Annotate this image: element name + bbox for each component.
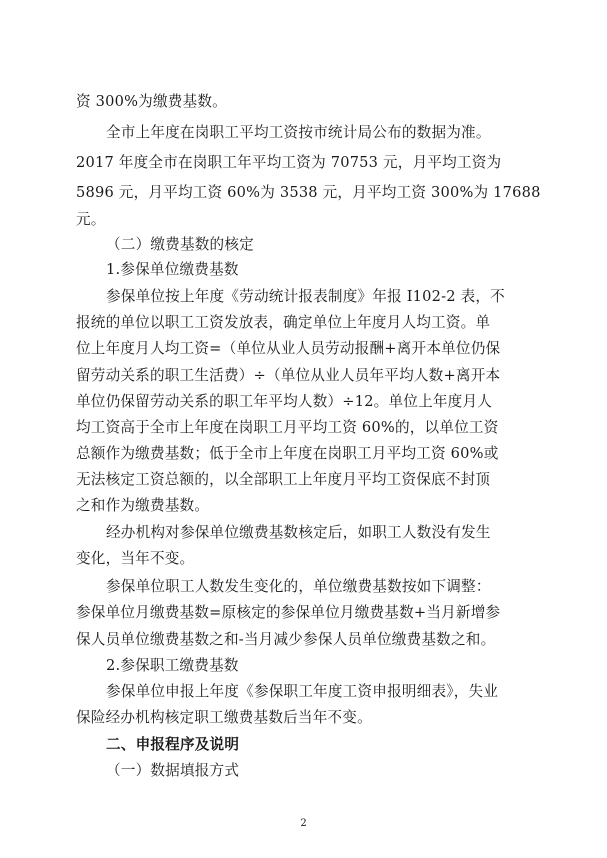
text-line: 均工资高于全市上年度在岗职工月平均工资 60%的，以单位工资 <box>76 419 499 436</box>
text-line: 全市上年度在岗职工平均工资按市统计局公布的数据为准。 <box>106 124 491 141</box>
text-line: 报统的单位以职工工资发放表，确定单位上年度月人均工资。单 <box>76 314 491 331</box>
text-line: 保险经办机构核定职工缴费基数后当年不变。 <box>76 709 372 726</box>
text-line: 2017 年度全市在岗职工年平均工资为 70753 元，月平均工资为 <box>76 154 502 171</box>
text-line: 元。 <box>76 211 106 228</box>
text-line: 参保单位按上年度《劳动统计报表制度》年报 I102-2 表，不 <box>106 288 505 305</box>
text-line: 5896 元，月平均工资 60%为 3538 元，月平均工资 300%为 17688 <box>76 184 541 201</box>
text-line: 之和作为缴费基数。 <box>76 497 210 514</box>
text-line: 变化，当年不变。 <box>76 550 195 567</box>
text-line: 留劳动关系的职工生活费）÷（单位从业人员年平均人数+离开本 <box>76 367 501 384</box>
section-subheading: （二）缴费基数的核定 <box>106 236 254 253</box>
page-number: 2 <box>300 818 307 829</box>
item-heading: 1.参保单位缴费基数 <box>106 261 239 278</box>
section-subheading: （一）数据填报方式 <box>106 762 240 779</box>
text-line: 参保单位申报上年度《参保职工年度工资申报明细表》，失业 <box>106 683 499 700</box>
text-line: 无法核定工资总额的，以全部职工上年度月平均工资保底不封顶 <box>76 471 491 488</box>
item-heading: 2.参保职工缴费基数 <box>106 657 239 674</box>
text-line: 经办机构对参保单位缴费基数核定后，如职工人数没有发生 <box>106 524 491 541</box>
section-heading: 二、申报程序及说明 <box>106 736 240 753</box>
text-line: 资 300%为缴费基数。 <box>76 93 227 110</box>
text-line: 保人员单位缴费基数之和-当月减少参保人员单位缴费基数之和。 <box>76 631 496 648</box>
text-line: 单位仍保留劳动关系的职工年平均人数）÷12。单位上年度月人 <box>76 393 493 410</box>
text-line: 参保单位职工人数发生变化的，单位缴费基数按如下调整： <box>106 578 491 595</box>
text-line: 参保单位月缴费基数=原核定的参保单位月缴费基数+当月新增参 <box>76 604 501 621</box>
text-line: 位上年度月人均工资=（单位从业人员劳动报酬+离开本单位仍保 <box>76 340 501 357</box>
text-line: 总额作为缴费基数；低于全市上年度在岗职工月平均工资 60%或 <box>76 445 499 462</box>
